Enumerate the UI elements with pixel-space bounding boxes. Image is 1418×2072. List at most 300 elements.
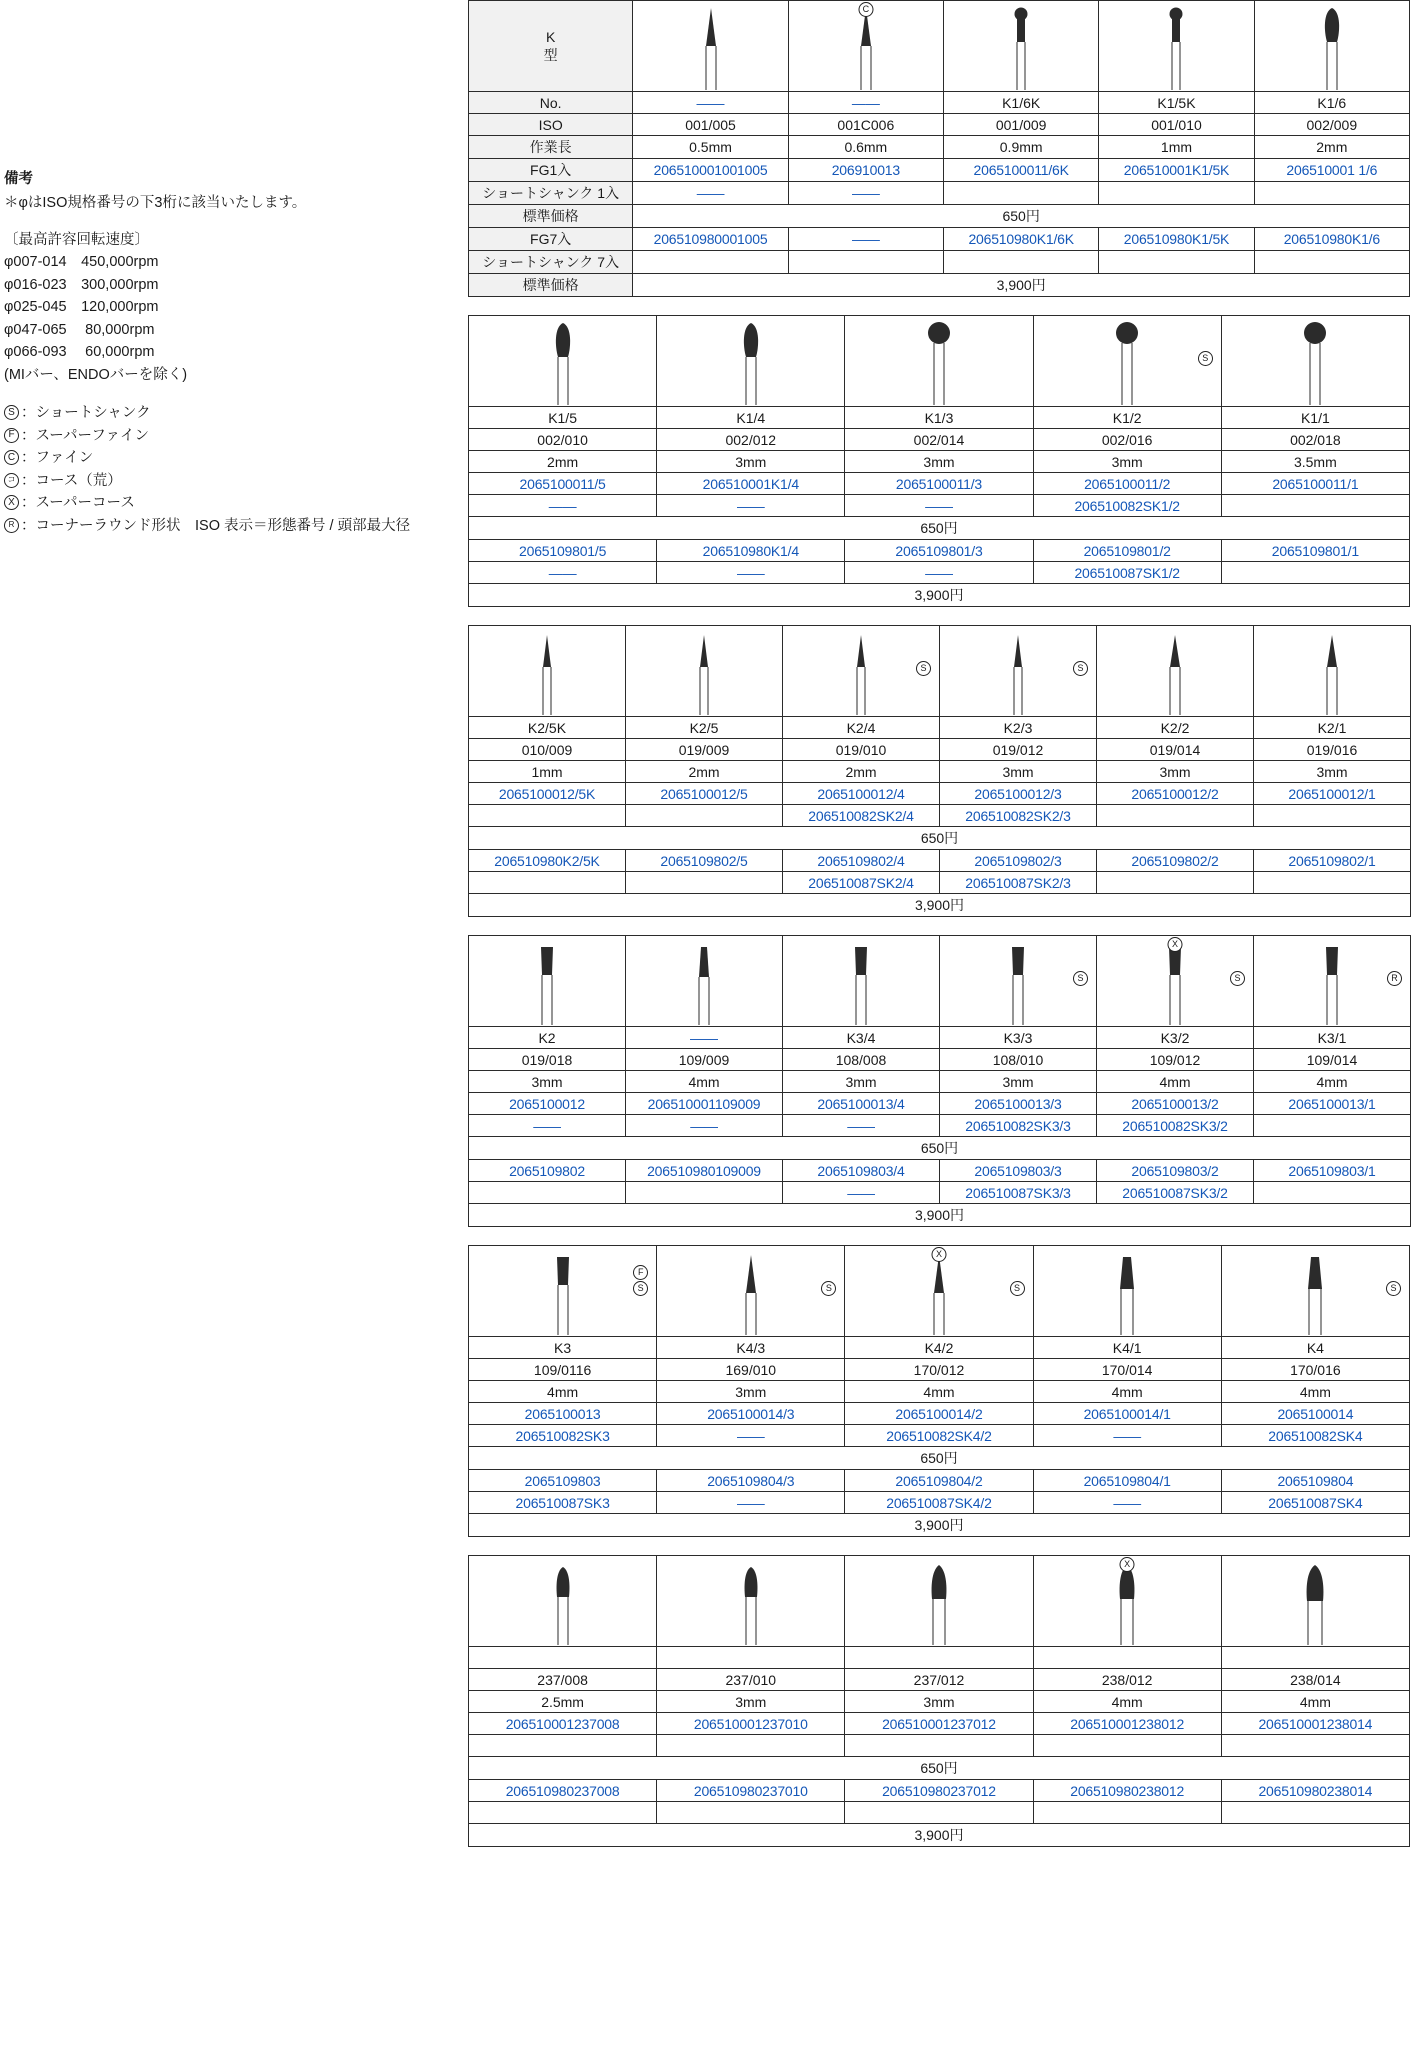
cell: 170/016 [1221, 1359, 1409, 1381]
legend-text: ：コース（荒） [21, 472, 122, 489]
speed-exclusion: (MIバー、ENDOバーを除く) [4, 366, 188, 383]
bur-image-cell [845, 1556, 1033, 1647]
cell: 1mm [469, 761, 626, 783]
length-row [469, 1381, 1410, 1403]
cell: K1/6 [1254, 92, 1409, 114]
cell [1099, 251, 1254, 274]
cell: 206510980K1/6 [1254, 228, 1409, 251]
fg7-row [469, 540, 1410, 562]
cell [1221, 562, 1409, 584]
cell: —— [657, 1492, 845, 1514]
cell: 3mm [1097, 761, 1254, 783]
cell: 002/009 [1254, 114, 1409, 136]
price1-row [469, 827, 1411, 850]
price1-row [469, 1137, 1411, 1160]
cell: 3mm [1254, 761, 1411, 783]
cell: 2065100011/1 [1221, 473, 1409, 495]
cell: 206510001238014 [1221, 1713, 1409, 1735]
cell: 206510082SK4 [1221, 1425, 1409, 1447]
notes-title: 備考 [4, 171, 33, 187]
bur-tables [468, 0, 1410, 1865]
cell [626, 1182, 783, 1204]
cell: 2mm [1254, 136, 1409, 159]
cell: —— [783, 1115, 940, 1137]
bur-image-cell [1033, 1246, 1221, 1337]
price1-row [469, 1757, 1410, 1780]
cell: K3/3 [940, 1027, 1097, 1049]
cell: 206510082SK1/2 [1033, 495, 1221, 517]
legend-item-fine [4, 447, 444, 469]
cell: 206510980K1/6K [944, 228, 1099, 251]
cell: 206510001238012 [1033, 1713, 1221, 1735]
row-label-fg7: FG7入 [469, 228, 633, 251]
cell: 206510087SK4/2 [845, 1492, 1033, 1514]
s-mark-icon: S [633, 1281, 648, 1296]
bur-image-cell [1221, 1246, 1409, 1337]
cell: 109/012 [1097, 1049, 1254, 1071]
cell: —— [469, 1115, 626, 1137]
cell: 002/014 [845, 429, 1033, 451]
fg1-row [469, 473, 1410, 495]
price-single: 650円 [469, 1757, 1410, 1780]
price7-row [469, 1824, 1410, 1847]
cell: 206510001K1/5K [1099, 159, 1254, 182]
length-row [469, 451, 1410, 473]
row-label-price7: 標準価格 [469, 274, 633, 297]
x-mark-icon: X [1120, 1557, 1135, 1572]
cell: 3.5mm [1221, 451, 1409, 473]
s-mark-icon: S [4, 405, 19, 420]
no-row [469, 717, 1411, 739]
cell [944, 251, 1099, 274]
cell: 2065100013/4 [783, 1093, 940, 1115]
cell [845, 1647, 1033, 1669]
table-4 [468, 935, 1411, 1227]
cell: 170/014 [1033, 1359, 1221, 1381]
price7-row [469, 894, 1411, 917]
bur-image-cell [783, 936, 940, 1027]
cell [469, 1647, 657, 1669]
cell: 2065100014/1 [1033, 1403, 1221, 1425]
length-row [469, 1691, 1410, 1713]
no-row [469, 1647, 1410, 1669]
cell: K3/1 [1254, 1027, 1411, 1049]
cell: 010/009 [469, 739, 626, 761]
shortshank7-row [469, 1802, 1410, 1824]
price-single: 650円 [633, 205, 1410, 228]
cell: 0.9mm [944, 136, 1099, 159]
cell: 2065100014 [1221, 1403, 1409, 1425]
cell: 2065109802/4 [783, 850, 940, 872]
cell: 2065109801/3 [845, 540, 1033, 562]
cell: K4/1 [1033, 1337, 1221, 1359]
row-label-short7: ショートシャンク 7入 [469, 251, 633, 274]
legend-text: ：ショートシャンク [21, 405, 151, 422]
speed-4: φ047-065 80,000rpm [4, 321, 155, 338]
cell: 206510082SK4/2 [845, 1425, 1033, 1447]
cell: 2065109802/3 [940, 850, 1097, 872]
bur-image-cell [1254, 626, 1411, 717]
cell [1254, 251, 1409, 274]
cell: K3/2 [1097, 1027, 1254, 1049]
cell [633, 251, 788, 274]
fg1-row [469, 1713, 1410, 1735]
cell: 206510980237012 [845, 1780, 1033, 1802]
fg7-row [469, 850, 1411, 872]
no-row [469, 1027, 1411, 1049]
bur-image-cell [626, 936, 783, 1027]
cell [1254, 805, 1411, 827]
shortshank1-row [469, 1735, 1410, 1757]
speed-1: φ007-014 450,000rpm [4, 254, 159, 271]
iso-row [469, 1669, 1410, 1691]
cell: 2mm [783, 761, 940, 783]
cell: 2065100011/2 [1033, 473, 1221, 495]
legend [4, 402, 444, 537]
cell: 2065100011/5 [469, 473, 657, 495]
cell: 2mm [469, 451, 657, 473]
price1-row [469, 205, 1410, 228]
cell: 2065100012/1 [1254, 783, 1411, 805]
cell: 2065109802/1 [1254, 850, 1411, 872]
cell: 3mm [657, 1381, 845, 1403]
cell: K2/5 [626, 717, 783, 739]
price-pack: 3,900円 [469, 894, 1411, 917]
cell: 2065109803/3 [940, 1160, 1097, 1182]
cell: 2065109804 [1221, 1470, 1409, 1492]
cell: K2/2 [1097, 717, 1254, 739]
cell [1097, 872, 1254, 894]
image-row [469, 1, 1410, 92]
bur-image-cell [633, 1, 788, 92]
s-mark-icon: S [1073, 661, 1088, 676]
cell: 0.6mm [788, 136, 943, 159]
speed-title: 〔最高許容回転速度〕 [4, 231, 149, 248]
bur-image-cell [1221, 1556, 1409, 1647]
iso-row [469, 429, 1410, 451]
legend-text: ：スーパーコース [21, 495, 135, 512]
no-row [469, 407, 1410, 429]
cell: K1/6K [944, 92, 1099, 114]
price-pack: 3,900円 [469, 1204, 1411, 1227]
bur-image-cell [845, 1246, 1033, 1337]
bur-image-cell [657, 316, 845, 407]
price-single: 650円 [469, 1447, 1410, 1470]
price1-row [469, 517, 1410, 540]
cell: K1/4 [657, 407, 845, 429]
cell: 019/014 [1097, 739, 1254, 761]
cell [469, 1735, 657, 1757]
cell: 2065100011/3 [845, 473, 1033, 495]
cell: 206510980K1/5K [1099, 228, 1254, 251]
s-mark-icon: S [1010, 1281, 1025, 1296]
cell: 206510001109009 [626, 1093, 783, 1115]
cell: 2065109803 [469, 1470, 657, 1492]
cell: 3mm [940, 761, 1097, 783]
fg1-row [469, 159, 1410, 182]
cell: 2065109803/1 [1254, 1160, 1411, 1182]
price7-row [469, 584, 1410, 607]
cell: 001/009 [944, 114, 1099, 136]
cell: 2065100013/3 [940, 1093, 1097, 1115]
price1-row [469, 1447, 1410, 1470]
cell: 206510001237012 [845, 1713, 1033, 1735]
cell: 206510980237010 [657, 1780, 845, 1802]
cell: K2/5K [469, 717, 626, 739]
cell: 4mm [469, 1381, 657, 1403]
cell: 2065100012/4 [783, 783, 940, 805]
cell: 2065100012/2 [1097, 783, 1254, 805]
speed-3: φ025-045 120,000rpm [4, 299, 159, 316]
cell [1221, 1647, 1409, 1669]
bur-image-cell [1097, 626, 1254, 717]
cell: 2065109802 [469, 1160, 626, 1182]
c-mark-icon: C [858, 2, 873, 17]
cell: —— [657, 495, 845, 517]
s-mark-icon: S [1073, 971, 1088, 986]
bur-image-cell [1097, 936, 1254, 1027]
cell [469, 1802, 657, 1824]
cell: 206510087SK3/3 [940, 1182, 1097, 1204]
cell: K4/2 [845, 1337, 1033, 1359]
cell: 002/018 [1221, 429, 1409, 451]
cell [1033, 1802, 1221, 1824]
cell: 206510980K2/5K [469, 850, 626, 872]
bur-image-cell [940, 936, 1097, 1027]
fg1-row [469, 783, 1411, 805]
cell: K2/3 [940, 717, 1097, 739]
legend-text: ：スーパーファイン [21, 427, 150, 444]
price-single: 650円 [469, 1137, 1411, 1160]
cell: —— [845, 562, 1033, 584]
cell: 002/010 [469, 429, 657, 451]
cell: 001/010 [1099, 114, 1254, 136]
cell: 019/016 [1254, 739, 1411, 761]
cell: 108/008 [783, 1049, 940, 1071]
cell: 002/016 [1033, 429, 1221, 451]
length-row [469, 761, 1411, 783]
price-pack: 3,900円 [469, 584, 1410, 607]
table-1 [468, 0, 1410, 297]
cell [1254, 1182, 1411, 1204]
bur-image-cell [469, 936, 626, 1027]
cell: —— [657, 1425, 845, 1447]
price-single: 650円 [469, 827, 1411, 850]
cell: 206510082SK3/2 [1097, 1115, 1254, 1137]
cell: 4mm [1097, 1071, 1254, 1093]
cell [1221, 1802, 1409, 1824]
cell: 2065109801/1 [1221, 540, 1409, 562]
cell [1033, 1647, 1221, 1669]
cell: 3mm [845, 451, 1033, 473]
cell: 019/010 [783, 739, 940, 761]
cell: 001C006 [788, 114, 943, 136]
cell: —— [626, 1027, 783, 1049]
cell: 238/012 [1033, 1669, 1221, 1691]
cell: —— [633, 182, 788, 205]
cell: 206510087SK4 [1221, 1492, 1409, 1514]
cell: K1/5 [469, 407, 657, 429]
cell: K1/2 [1033, 407, 1221, 429]
f-mark-icon: F [4, 428, 19, 443]
cell: 3mm [657, 1691, 845, 1713]
bur-image-cell [469, 626, 626, 717]
image-row [469, 936, 1411, 1027]
shortshank1-row [469, 182, 1410, 205]
price7-row [469, 1204, 1411, 1227]
cell: 206510001237010 [657, 1713, 845, 1735]
cell: —— [1033, 1425, 1221, 1447]
cell: 206510980237008 [469, 1780, 657, 1802]
bur-image-cell [1254, 936, 1411, 1027]
legend-item-shortshank [4, 402, 444, 424]
cell: 1mm [1099, 136, 1254, 159]
cell: 2065100012/3 [940, 783, 1097, 805]
bur-image-cell [1099, 1, 1254, 92]
bur-image-cell [1033, 316, 1221, 407]
cell: 108/010 [940, 1049, 1097, 1071]
bur-image-cell [944, 1, 1099, 92]
cell: 002/012 [657, 429, 845, 451]
cell: 2065109804/3 [657, 1470, 845, 1492]
shortshank7-row [469, 562, 1410, 584]
s-mark-icon: S [821, 1281, 836, 1296]
cell: 206510082SK2/3 [940, 805, 1097, 827]
fg1-row [469, 1403, 1410, 1425]
shortshank1-row [469, 1425, 1410, 1447]
cell [1097, 805, 1254, 827]
s-mark-icon: S [1198, 351, 1213, 366]
cell: 206510087SK3 [469, 1492, 657, 1514]
cell: 238/014 [1221, 1669, 1409, 1691]
cell: 0.5mm [633, 136, 788, 159]
cell: 206510980238012 [1033, 1780, 1221, 1802]
cell: 2065109804/2 [845, 1470, 1033, 1492]
cell: 2065100012/5K [469, 783, 626, 805]
shortshank7-row [469, 872, 1411, 894]
cell: 206510980109009 [626, 1160, 783, 1182]
cell: 2065100013/1 [1254, 1093, 1411, 1115]
cell [626, 805, 783, 827]
fg7-row [469, 1780, 1410, 1802]
s-mark-icon: S [1230, 971, 1245, 986]
price-single: 650円 [469, 517, 1410, 540]
f-mark-icon: F [633, 1265, 648, 1280]
cell: K4/3 [657, 1337, 845, 1359]
cell: 206510082SK3/3 [940, 1115, 1097, 1137]
cell: —— [788, 228, 943, 251]
cell: 206510087SK2/4 [783, 872, 940, 894]
cell: 2065100014/2 [845, 1403, 1033, 1425]
c-mark-icon: C [4, 450, 19, 465]
bur-image-cell [657, 1246, 845, 1337]
cell [469, 1182, 626, 1204]
cell [1099, 182, 1254, 205]
cell: 2mm [626, 761, 783, 783]
fg1-row [469, 1093, 1411, 1115]
cell: —— [788, 92, 943, 114]
cell: 206510087SK1/2 [1033, 562, 1221, 584]
speed-2: φ016-023 300,000rpm [4, 276, 159, 293]
cell: 206510001237008 [469, 1713, 657, 1735]
legend-item-cornerround [4, 515, 444, 537]
cell: 237/012 [845, 1669, 1033, 1691]
bur-image-cell [783, 626, 940, 717]
shortshank7-row [469, 251, 1410, 274]
row-label-length: 作業長 [469, 136, 633, 159]
shortshank1-row [469, 1115, 1411, 1137]
legend-text: ：ファイン [21, 450, 94, 467]
s-mark-icon: S [916, 661, 931, 676]
length-row [469, 136, 1410, 159]
table-3 [468, 625, 1411, 917]
fg7-row [469, 1160, 1411, 1182]
cell: 4mm [1254, 1071, 1411, 1093]
row-label-iso: ISO [469, 114, 633, 136]
cell: —— [1033, 1492, 1221, 1514]
cell [626, 872, 783, 894]
cell: 206510001 1/6 [1254, 159, 1409, 182]
r-mark-icon: R [4, 518, 19, 533]
cell: 2065100013/2 [1097, 1093, 1254, 1115]
cell: 3mm [940, 1071, 1097, 1093]
cell [657, 1802, 845, 1824]
table-5 [468, 1245, 1410, 1537]
cell: 2065100011/6K [944, 159, 1099, 182]
bur-image-cell [469, 316, 657, 407]
price-pack: 3,900円 [469, 1824, 1410, 1847]
cell: K4 [1221, 1337, 1409, 1359]
iso-row [469, 114, 1410, 136]
cell: 237/010 [657, 1669, 845, 1691]
cell: 206510001K1/4 [657, 473, 845, 495]
cell: 2065109802/2 [1097, 850, 1254, 872]
cell: K1/5K [1099, 92, 1254, 114]
r-mark-icon: R [1387, 971, 1402, 986]
cell: 2065109804/1 [1033, 1470, 1221, 1492]
bur-image-cell [469, 1246, 657, 1337]
cell: 2.5mm [469, 1691, 657, 1713]
cell [1254, 182, 1409, 205]
cell: 4mm [626, 1071, 783, 1093]
cell [1254, 1115, 1411, 1137]
price-pack: 3,900円 [469, 1514, 1410, 1537]
cell [788, 251, 943, 274]
row-label-short1: ショートシャンク 1入 [469, 182, 633, 205]
cell: 3mm [845, 1691, 1033, 1713]
bur-image-cell [626, 626, 783, 717]
fg7-row [469, 228, 1410, 251]
cell: —— [845, 495, 1033, 517]
cell [1254, 872, 1411, 894]
notes-column [4, 168, 444, 537]
cell [944, 182, 1099, 205]
cell [845, 1802, 1033, 1824]
cell: 169/010 [657, 1359, 845, 1381]
cell: 170/012 [845, 1359, 1033, 1381]
shortshank1-row [469, 495, 1410, 517]
cell: —— [469, 495, 657, 517]
cell: K1/1 [1221, 407, 1409, 429]
cell [1221, 495, 1409, 517]
cell: 2065109802/5 [626, 850, 783, 872]
cell [1221, 1735, 1409, 1757]
iso-note: ＊φはISO規格番号の下3桁に該当いたします。 [4, 195, 307, 212]
no-row [469, 1337, 1410, 1359]
cell: 206510087SK2/3 [940, 872, 1097, 894]
iso-row [469, 739, 1411, 761]
price7-row [469, 1514, 1410, 1537]
